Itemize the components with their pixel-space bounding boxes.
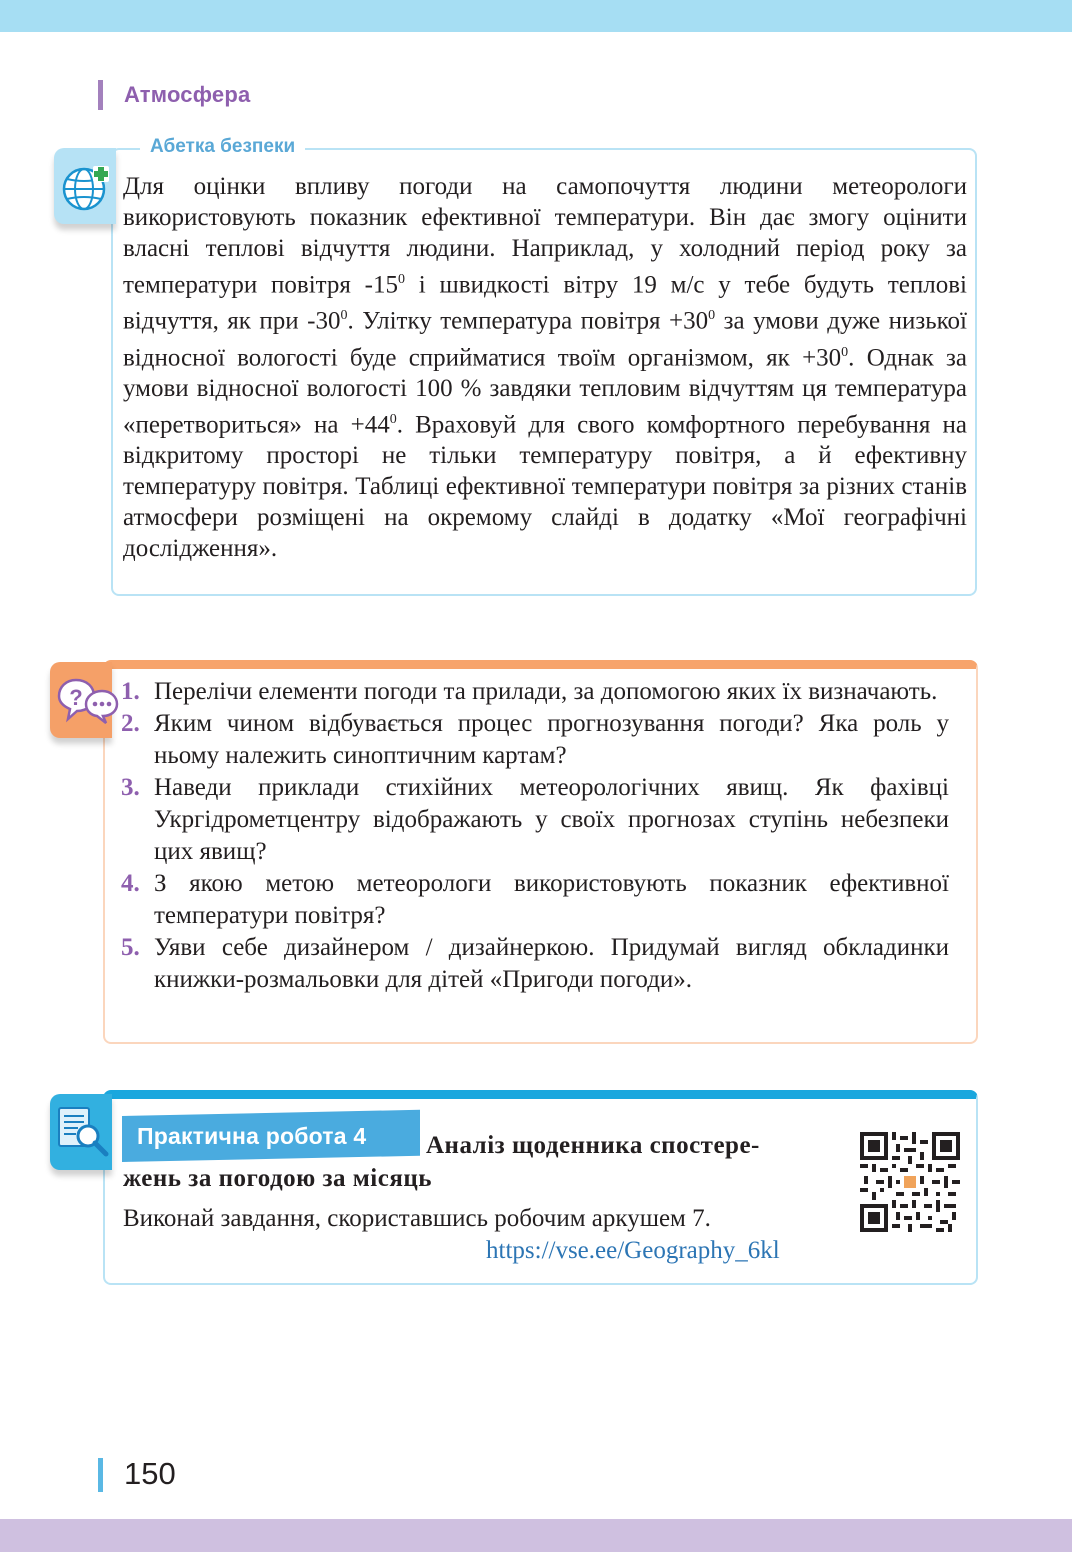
page-number: 150 [124, 1456, 176, 1491]
document-magnifier-icon [54, 1104, 112, 1160]
question-item [121, 708, 949, 772]
question-item [121, 772, 949, 868]
question-item [121, 932, 949, 996]
practical-title: Аналіз щоденника спостере- [426, 1132, 760, 1159]
safety-text: Для оцінки впливу погоди на самопочуття людини метеорологи використовують показник ефективної температури. Він дає змогу оцінити власні теплові відчуття людини. Наприклад, у холодний період року за температури повітря $-15^0$ і швидкості вітру 19 м/с у тебе будуть теплові відчуття, як при $-30^0$. Улітку температура повітря $+30^0$ за умови дуже низької відносної вологості буде сприйматися твоїм організмом, як $+30^0$. Однак за умови відносної вологості 100 % завдяки тепловим відчуттям ця температура «перетвориться» на $+44^0$. Враховуй для свого комфортного перебування на відкритому просторі не тільки температуру повітря, а й ефективну температуру повітря. Таблиці ефективної температури повітря за різних станів атмосфери розміщені на окремому слайді в додатку «Мої географічні дослідження». [123, 173, 967, 563]
svg-text:?: ? [69, 685, 83, 710]
question-number: 2. [121, 710, 140, 737]
question-text: Уяви себе дизайнером / дизайнеркою. Придумай вигляд обкладинки книжки-розмальовки для дітей «Пригоди погоди». [154, 934, 949, 993]
question-speech-bubbles-icon [56, 677, 120, 725]
practical-instruction: Виконай завдання, скориставшись робочим аркушем 7. [123, 1205, 711, 1232]
question-text: Яким чином відбувається процес прогнозування погоди? Яка роль у ньому належить синоптичним картам? [154, 710, 949, 769]
question-number: 4. [121, 870, 140, 897]
safety-label-wrap [140, 136, 305, 158]
question-text: Наведи приклади стихійних метеорологічних явищ. Як фахівці Укргідрометцентру відображають у своїх прогнозах ступінь небезпеки цих явищ? [154, 774, 949, 865]
question-text: Перелічи елементи погоди та прилади, за допомогою яких їх визначають. [154, 678, 938, 705]
question-number: 5. [121, 934, 140, 961]
chapter-title: Атмосфера [124, 82, 251, 107]
question-text: З якою метою метеорологи використовують показник ефективної температури повітря? [154, 870, 949, 929]
top-color-band [0, 0, 1072, 32]
page-number-marker [98, 1458, 103, 1492]
questions-list [121, 676, 949, 996]
qr-code[interactable] [860, 1132, 960, 1232]
practical-badge-text: Практична робота 4 [137, 1123, 367, 1149]
question-number: 1. [121, 678, 140, 705]
question-number: 3. [121, 774, 140, 801]
question-item [121, 868, 949, 932]
practical-link[interactable]: https://vse.ee/Geography_6kl [486, 1237, 780, 1264]
bottom-color-band [0, 1519, 1072, 1552]
practical-title-continued: жень за погодою за місяць [123, 1165, 432, 1192]
question-item [121, 676, 949, 708]
globe-plus-icon [60, 163, 110, 213]
safety-label: Абетка безпеки [150, 136, 296, 157]
chapter-marker [98, 80, 103, 110]
